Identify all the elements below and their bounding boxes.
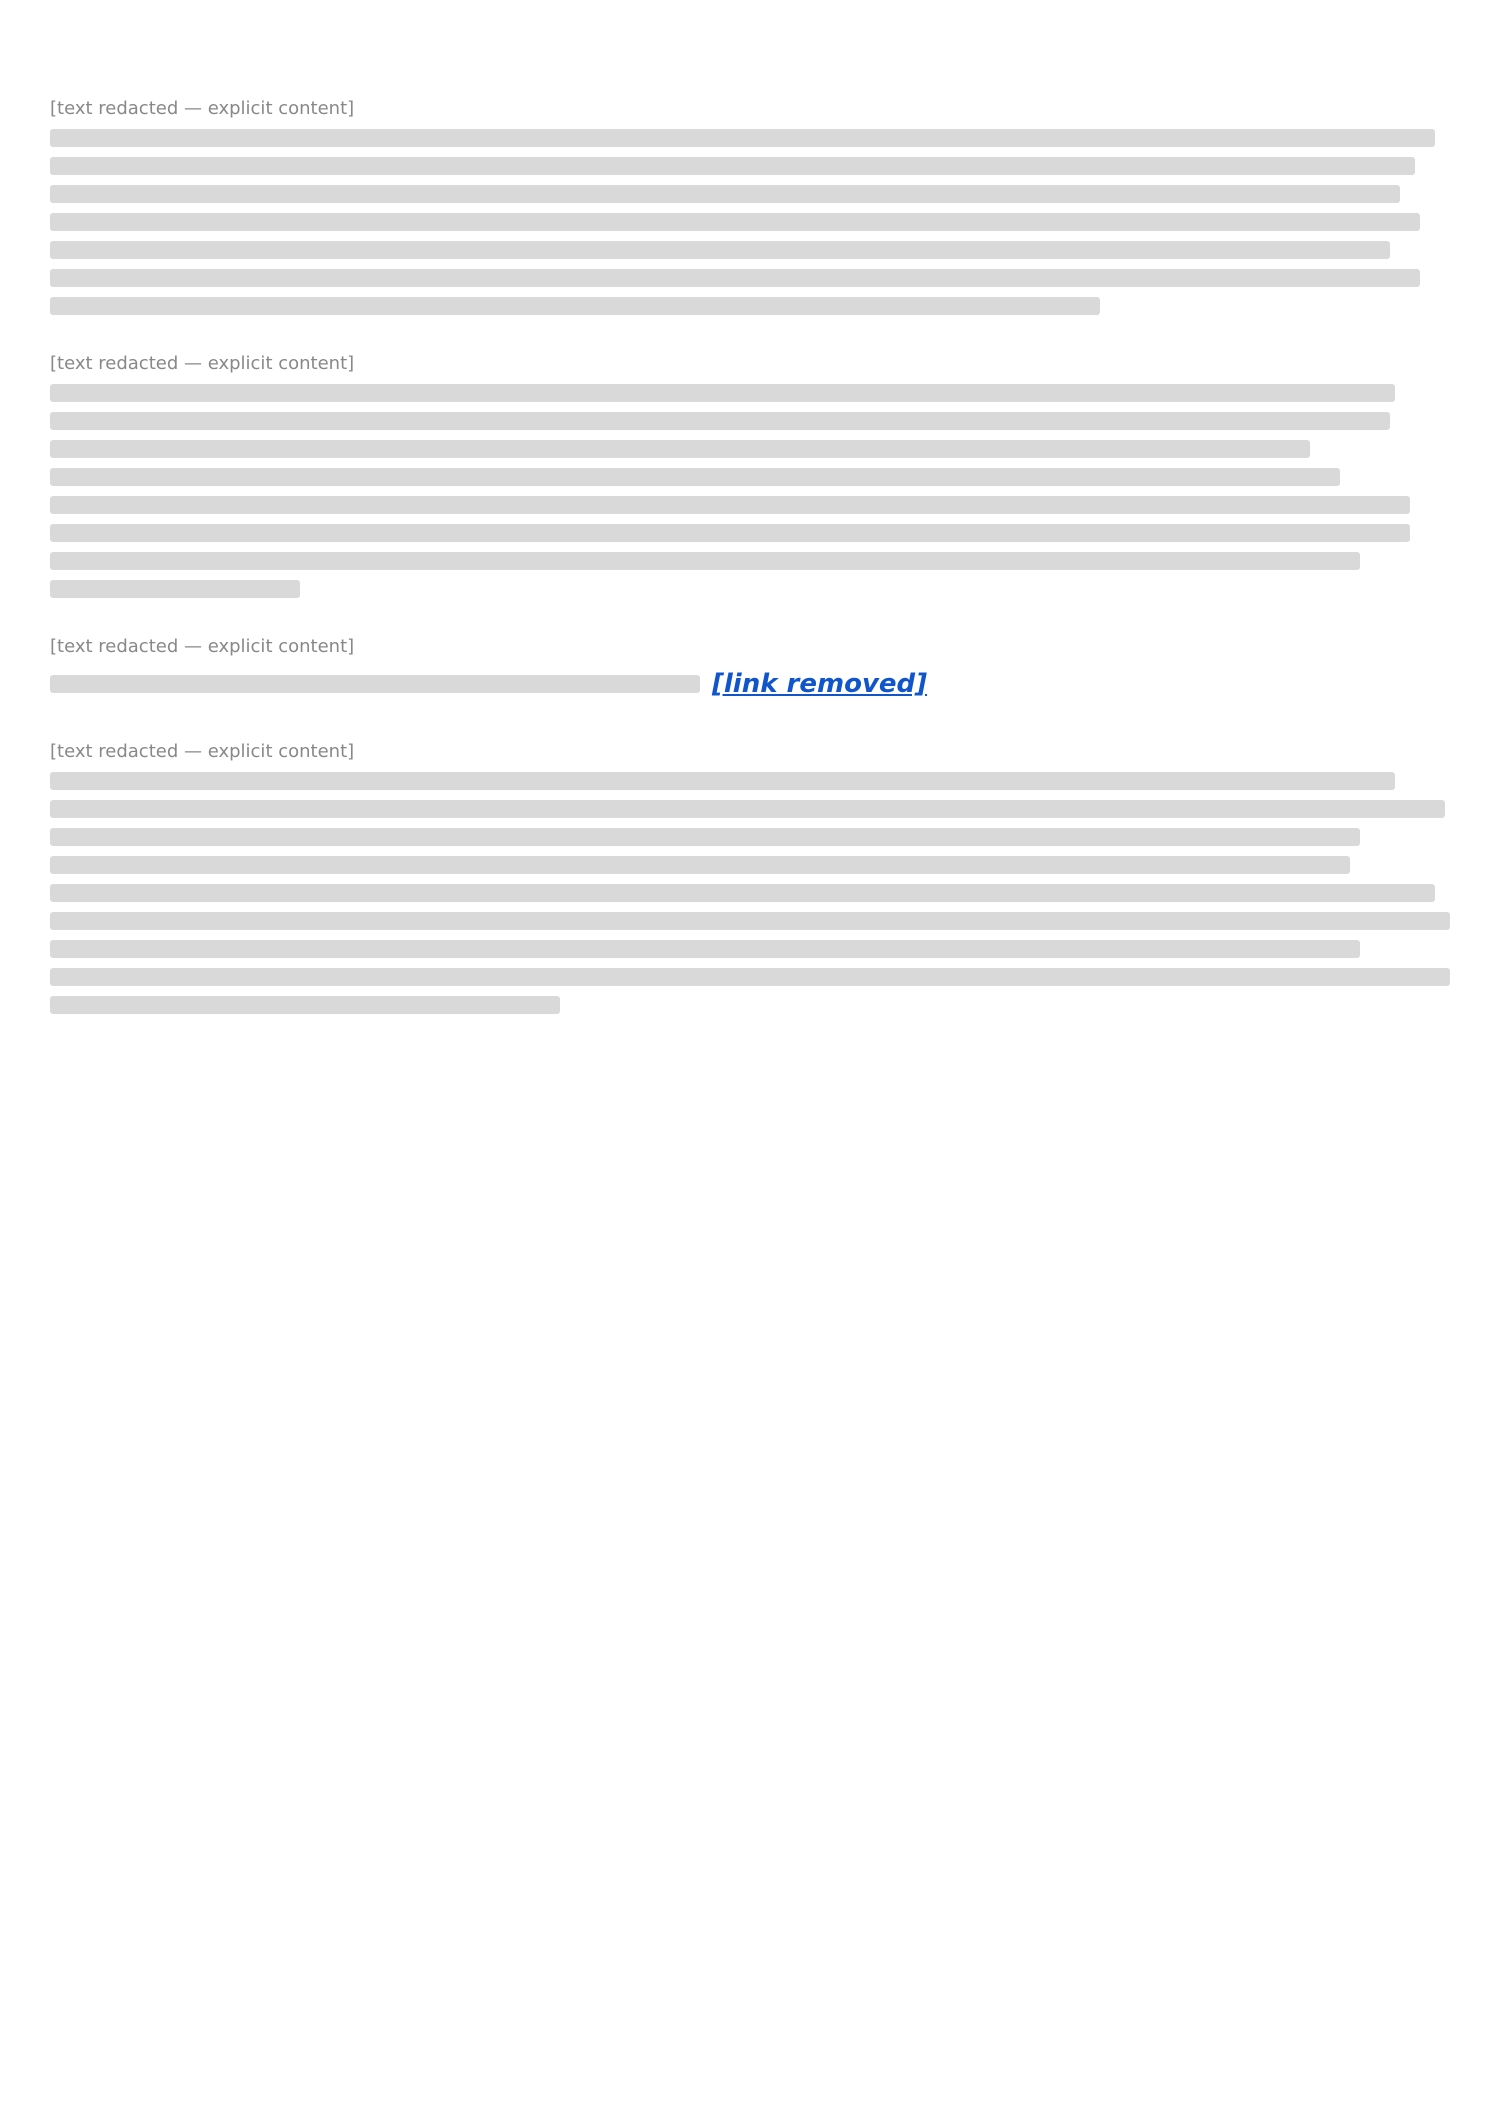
text-line	[50, 968, 1450, 986]
redaction-note: [text redacted — explicit content]	[50, 353, 355, 374]
text-line	[50, 157, 1415, 175]
text-line	[50, 580, 300, 598]
text-line	[50, 213, 1420, 231]
text-line	[50, 772, 1395, 790]
paragraph-3	[50, 636, 1450, 703]
text-line	[50, 468, 1340, 486]
text-line	[50, 384, 1395, 402]
text-line	[50, 800, 1445, 818]
text-line	[50, 297, 1100, 315]
text-line	[50, 912, 1450, 930]
text-line	[50, 856, 1350, 874]
text-line	[50, 412, 1390, 430]
paragraph-2	[50, 353, 1450, 598]
text-line	[50, 675, 700, 693]
text-line	[50, 269, 1420, 287]
paragraph-1	[50, 98, 1450, 315]
paragraph-4	[50, 741, 1450, 1014]
text-line	[50, 129, 1435, 147]
redaction-note: [text redacted — explicit content]	[50, 741, 355, 762]
text-line	[50, 884, 1435, 902]
text-line	[50, 185, 1400, 203]
text-line	[50, 524, 1410, 542]
document-body	[50, 98, 1450, 1052]
text-line	[50, 940, 1360, 958]
text-line	[50, 496, 1410, 514]
redaction-note: [text redacted — explicit content]	[50, 636, 355, 657]
text-line	[50, 241, 1390, 259]
external-link[interactable]: [link removed]	[712, 669, 928, 699]
text-line	[50, 552, 1360, 570]
text-line	[50, 828, 1360, 846]
text-line	[50, 996, 560, 1014]
text-line	[50, 440, 1310, 458]
redaction-note: [text redacted — explicit content]	[50, 98, 355, 119]
